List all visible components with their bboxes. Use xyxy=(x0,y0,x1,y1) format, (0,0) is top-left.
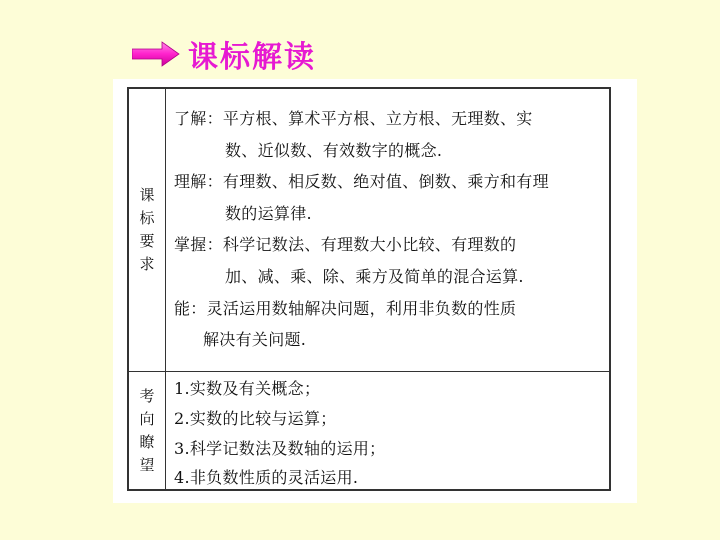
requirement-line: 数、近似数、有效数字的概念. xyxy=(225,140,443,160)
outlook-label xyxy=(129,372,166,489)
label-char: 望 xyxy=(139,455,155,474)
outlook-item: 3.科学记数法及数轴的运用； xyxy=(174,438,386,458)
label-char: 课 xyxy=(139,186,155,204)
label-char: 瞭 xyxy=(139,432,155,451)
requirement-line: 理解：有理数、相反数、绝对值、倒数、乘方和有理 xyxy=(174,172,549,192)
content-panel xyxy=(113,79,637,503)
requirement-line: 解决有关问题. xyxy=(203,330,307,350)
requirement-line: 加、减、乘、除、乘方及简单的混合运算. xyxy=(225,266,524,286)
label-char: 考 xyxy=(139,386,155,405)
requirement-line: 数的运算律. xyxy=(225,203,312,223)
outlook-item: 1.实数及有关概念； xyxy=(174,379,321,398)
requirement-line: 能：灵活运用数轴解决问题，利用非负数的性质 xyxy=(174,298,517,318)
label-char: 标 xyxy=(139,209,155,227)
outlook-row xyxy=(129,372,609,489)
requirements-content xyxy=(166,89,609,371)
slide-header xyxy=(132,34,316,74)
label-char: 求 xyxy=(139,255,155,273)
requirement-line: 了解：平方根、算术平方根、立方根、无理数、实 xyxy=(174,109,533,128)
requirements-label xyxy=(129,89,166,371)
label-char: 要 xyxy=(139,232,155,250)
page-title: 课标解读 xyxy=(188,40,316,75)
outlook-item: 4.非负数性质的灵活运用. xyxy=(174,468,359,488)
standards-table xyxy=(127,87,611,491)
requirement-line: 掌握：科学记数法、有理数大小比较、有理数的 xyxy=(174,235,517,255)
requirements-row xyxy=(129,89,609,372)
right-arrow-icon xyxy=(132,41,180,67)
outlook-item: 2.实数的比较与运算； xyxy=(174,408,337,428)
label-char: 向 xyxy=(139,409,155,428)
outlook-content xyxy=(166,372,609,489)
